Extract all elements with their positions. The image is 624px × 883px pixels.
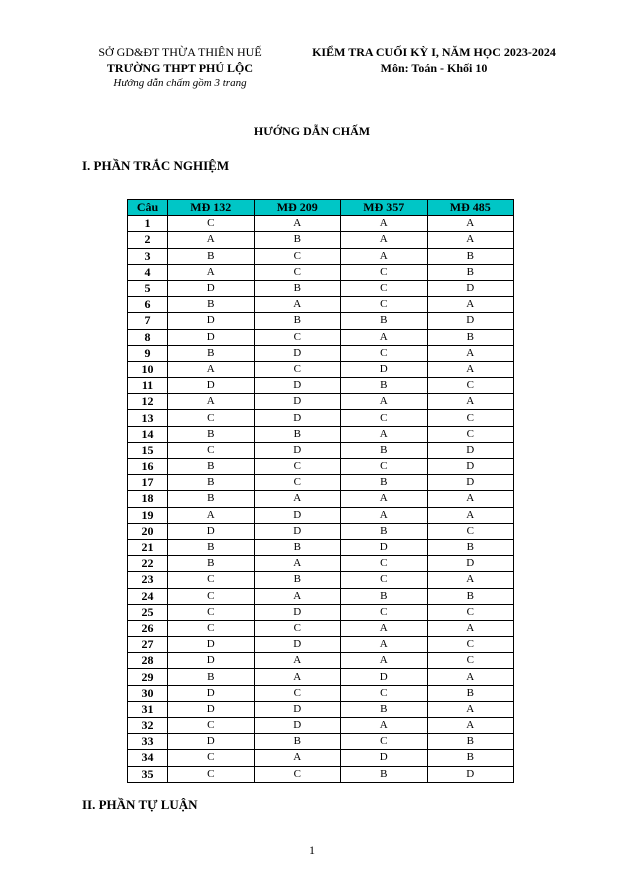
question-number: 10: [128, 361, 168, 377]
answer-cell: D: [427, 313, 514, 329]
answer-cell: B: [254, 232, 341, 248]
answer-cell: C: [427, 378, 514, 394]
question-number: 17: [128, 475, 168, 491]
answer-cell: C: [341, 604, 428, 620]
answer-cell: C: [254, 361, 341, 377]
answer-cell: C: [341, 734, 428, 750]
answer-cell: C: [341, 572, 428, 588]
answer-cell: C: [341, 280, 428, 296]
answer-cell: D: [254, 394, 341, 410]
table-row: [128, 750, 514, 766]
answer-cell: B: [427, 539, 514, 555]
section-essay: II. PHẦN TỰ LUẬN: [82, 797, 198, 812]
table-row: [128, 572, 514, 588]
table-row: [128, 588, 514, 604]
question-number: 21: [128, 539, 168, 555]
answer-cell: B: [168, 491, 255, 507]
answer-cell: A: [427, 507, 514, 523]
answer-cell: A: [341, 653, 428, 669]
answer-cell: A: [341, 620, 428, 636]
answer-cell: A: [341, 718, 428, 734]
question-number: 12: [128, 394, 168, 410]
answer-cell: D: [168, 734, 255, 750]
answer-cell: C: [254, 459, 341, 475]
answer-cell: B: [427, 685, 514, 701]
table-row: [128, 539, 514, 555]
page-count-note: Hướng dẫn chấm gồm 3 trang: [113, 77, 247, 89]
answer-cell: C: [427, 523, 514, 539]
answer-cell: D: [427, 766, 514, 782]
answer-cell: B: [168, 475, 255, 491]
answer-cell: B: [427, 264, 514, 280]
answer-table-body: [128, 216, 514, 783]
subject-grade: Môn: Toán - Khối 10: [380, 61, 488, 75]
department-name: SỞ GD&ĐT THỪA THIÊN HUẾ: [98, 45, 262, 59]
answer-cell: C: [427, 604, 514, 620]
answer-cell: B: [427, 750, 514, 766]
table-row: [128, 232, 514, 248]
answer-cell: A: [254, 297, 341, 313]
answer-cell: A: [427, 701, 514, 717]
answer-cell: A: [341, 232, 428, 248]
column-header-code: MĐ 132: [168, 200, 255, 216]
answer-cell: A: [341, 394, 428, 410]
question-number: 20: [128, 523, 168, 539]
answer-cell: B: [168, 297, 255, 313]
question-number: 24: [128, 588, 168, 604]
answer-cell: B: [341, 588, 428, 604]
answer-cell: B: [341, 475, 428, 491]
question-number: 18: [128, 491, 168, 507]
section-multiple-choice: I. PHẦN TRẮC NGHIỆM: [82, 158, 230, 173]
answer-cell: D: [341, 539, 428, 555]
answer-cell: D: [168, 329, 255, 345]
answer-cell: C: [341, 264, 428, 280]
answer-cell: A: [341, 507, 428, 523]
answer-cell: B: [341, 378, 428, 394]
answer-cell: A: [427, 669, 514, 685]
answer-cell: D: [254, 637, 341, 653]
answer-cell: B: [168, 459, 255, 475]
exam-title: KIỂM TRA CUỐI KỲ I, NĂM HỌC 2023-2024: [312, 45, 556, 59]
answer-cell: A: [168, 232, 255, 248]
question-number: 13: [128, 410, 168, 426]
question-number: 28: [128, 653, 168, 669]
answer-cell: B: [427, 248, 514, 264]
table-row: [128, 394, 514, 410]
question-number: 30: [128, 685, 168, 701]
question-number: 25: [128, 604, 168, 620]
table-row: [128, 345, 514, 361]
answer-cell: B: [341, 766, 428, 782]
question-number: 6: [128, 297, 168, 313]
answer-cell: D: [254, 604, 341, 620]
question-number: 31: [128, 701, 168, 717]
question-number: 27: [128, 637, 168, 653]
answer-cell: D: [254, 701, 341, 717]
answer-cell: D: [341, 361, 428, 377]
table-row: [128, 491, 514, 507]
answer-cell: A: [341, 329, 428, 345]
question-number: 35: [128, 766, 168, 782]
question-number: 29: [128, 669, 168, 685]
answer-cell: B: [254, 313, 341, 329]
question-number: 15: [128, 442, 168, 458]
answer-cell: D: [341, 669, 428, 685]
table-row: [128, 556, 514, 572]
table-row: [128, 523, 514, 539]
answer-cell: A: [254, 669, 341, 685]
answer-cell: C: [168, 750, 255, 766]
answer-cell: D: [254, 442, 341, 458]
question-number: 22: [128, 556, 168, 572]
header-left: [70, 44, 290, 91]
answer-cell: A: [254, 556, 341, 572]
table-row: [128, 685, 514, 701]
answer-cell: B: [168, 248, 255, 264]
answer-cell: A: [254, 750, 341, 766]
school-name: TRƯỜNG THPT PHÚ LỘC: [106, 61, 254, 75]
answer-cell: C: [341, 459, 428, 475]
table-row: [128, 653, 514, 669]
answer-cell: C: [427, 410, 514, 426]
table-row: [128, 701, 514, 717]
table-row: [128, 459, 514, 475]
answer-cell: A: [341, 216, 428, 232]
question-number: 23: [128, 572, 168, 588]
column-header-code: MĐ 485: [427, 200, 514, 216]
question-number: 26: [128, 620, 168, 636]
answer-cell: C: [254, 685, 341, 701]
column-header-question: Câu: [128, 200, 168, 216]
table-row: [128, 264, 514, 280]
question-number: 14: [128, 426, 168, 442]
answer-cell: C: [168, 442, 255, 458]
answer-cell: D: [168, 378, 255, 394]
answer-cell: A: [427, 394, 514, 410]
answer-cell: A: [341, 426, 428, 442]
answer-cell: C: [168, 572, 255, 588]
table-row: [128, 637, 514, 653]
answer-cell: A: [168, 394, 255, 410]
page-number: 1: [309, 843, 315, 857]
answer-cell: C: [254, 264, 341, 280]
answer-cell: D: [254, 523, 341, 539]
answer-cell: A: [254, 491, 341, 507]
answer-cell: B: [254, 539, 341, 555]
answer-cell: C: [341, 345, 428, 361]
answer-cell: A: [427, 620, 514, 636]
answer-cell: C: [168, 620, 255, 636]
page-title: HƯỚNG DẪN CHẤM: [253, 124, 371, 138]
answer-cell: D: [427, 556, 514, 572]
answer-cell: C: [427, 637, 514, 653]
answer-cell: C: [168, 718, 255, 734]
question-number: 7: [128, 313, 168, 329]
question-number: 2: [128, 232, 168, 248]
table-row: [128, 410, 514, 426]
question-number: 8: [128, 329, 168, 345]
answer-cell: C: [254, 766, 341, 782]
answer-cell: C: [168, 216, 255, 232]
answer-cell: C: [168, 410, 255, 426]
answer-cell: A: [427, 345, 514, 361]
answer-cell: C: [168, 588, 255, 604]
table-row: [128, 297, 514, 313]
table-row: [128, 766, 514, 782]
table-row: [128, 361, 514, 377]
answer-cell: B: [168, 345, 255, 361]
answer-cell: D: [254, 410, 341, 426]
answer-cell: D: [341, 750, 428, 766]
answer-cell: B: [254, 572, 341, 588]
table-row: [128, 604, 514, 620]
question-number: 3: [128, 248, 168, 264]
question-number: 16: [128, 459, 168, 475]
answer-cell: B: [341, 442, 428, 458]
question-number: 19: [128, 507, 168, 523]
answer-cell: A: [427, 232, 514, 248]
answer-cell: B: [341, 313, 428, 329]
answer-cell: A: [427, 361, 514, 377]
answer-cell: D: [254, 345, 341, 361]
question-number: 33: [128, 734, 168, 750]
answer-cell: B: [427, 734, 514, 750]
answer-cell: A: [427, 718, 514, 734]
answer-table-header: [128, 200, 514, 216]
answer-cell: D: [254, 378, 341, 394]
answer-cell: D: [168, 637, 255, 653]
answer-cell: D: [168, 523, 255, 539]
table-row: [128, 734, 514, 750]
answer-cell: C: [341, 297, 428, 313]
table-row: [128, 280, 514, 296]
answer-cell: A: [168, 361, 255, 377]
question-number: 34: [128, 750, 168, 766]
answer-cell: B: [168, 669, 255, 685]
answer-cell: C: [168, 766, 255, 782]
answer-cell: D: [168, 701, 255, 717]
table-row: [128, 620, 514, 636]
answer-cell: B: [427, 588, 514, 604]
answer-cell: C: [254, 620, 341, 636]
answer-cell: B: [427, 329, 514, 345]
answer-cell: B: [341, 701, 428, 717]
table-row: [128, 718, 514, 734]
answer-cell: C: [254, 248, 341, 264]
answer-cell: B: [254, 426, 341, 442]
table-row: [128, 442, 514, 458]
answer-cell: A: [341, 491, 428, 507]
answer-cell: D: [168, 280, 255, 296]
answer-cell: A: [341, 637, 428, 653]
answer-cell: C: [341, 556, 428, 572]
table-row: [128, 669, 514, 685]
question-number: 11: [128, 378, 168, 394]
table-row: [128, 248, 514, 264]
column-header-code: MĐ 357: [341, 200, 428, 216]
column-header-code: MĐ 209: [254, 200, 341, 216]
answer-cell: B: [254, 734, 341, 750]
question-number: 5: [128, 280, 168, 296]
answer-cell: A: [427, 491, 514, 507]
answer-cell: C: [168, 604, 255, 620]
answer-table: [127, 199, 514, 783]
table-row: [128, 216, 514, 232]
header-right: [284, 44, 584, 76]
answer-cell: A: [168, 264, 255, 280]
answer-cell: C: [254, 329, 341, 345]
answer-cell: D: [427, 442, 514, 458]
answer-cell: D: [427, 459, 514, 475]
answer-cell: D: [427, 280, 514, 296]
answer-cell: D: [254, 507, 341, 523]
question-number: 32: [128, 718, 168, 734]
answer-cell: D: [427, 475, 514, 491]
answer-cell: A: [254, 588, 341, 604]
answer-cell: C: [427, 426, 514, 442]
table-row: [128, 426, 514, 442]
answer-cell: A: [341, 248, 428, 264]
answer-cell: B: [168, 539, 255, 555]
answer-cell: A: [254, 216, 341, 232]
answer-cell: B: [168, 426, 255, 442]
answer-cell: C: [427, 653, 514, 669]
answer-cell: B: [341, 523, 428, 539]
answer-cell: A: [427, 216, 514, 232]
question-number: 1: [128, 216, 168, 232]
answer-cell: A: [254, 653, 341, 669]
answer-cell: B: [168, 556, 255, 572]
answer-cell: A: [427, 297, 514, 313]
table-row: [128, 378, 514, 394]
answer-cell: B: [254, 280, 341, 296]
answer-cell: D: [168, 653, 255, 669]
question-number: 9: [128, 345, 168, 361]
table-row: [128, 313, 514, 329]
answer-cell: C: [341, 685, 428, 701]
answer-cell: C: [341, 410, 428, 426]
answer-cell: A: [427, 572, 514, 588]
answer-cell: D: [168, 685, 255, 701]
table-row: [128, 329, 514, 345]
answer-cell: A: [168, 507, 255, 523]
table-row: [128, 475, 514, 491]
question-number: 4: [128, 264, 168, 280]
answer-cell: D: [254, 718, 341, 734]
answer-cell: C: [254, 475, 341, 491]
table-row: [128, 507, 514, 523]
answer-cell: D: [168, 313, 255, 329]
